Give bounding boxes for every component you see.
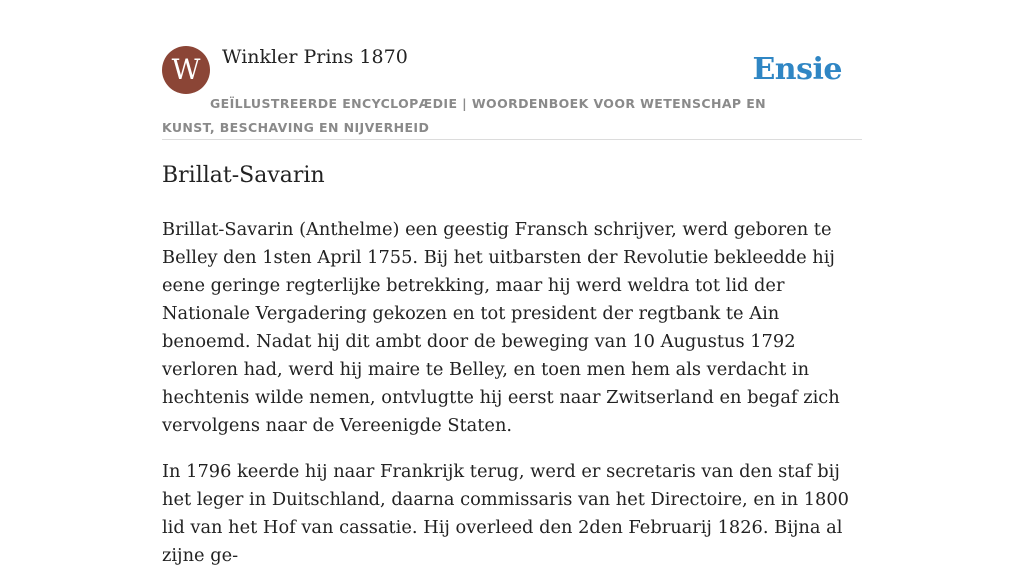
article-body bbox=[162, 216, 864, 588]
source-subtitle: GEÏLLUSTREERDE ENCYCLOPÆDIE | WOORDENBOEK VOOR WETENSCHAP EN KUNST, BESCHAVING EN NIJVERHEID bbox=[162, 96, 767, 135]
divider bbox=[162, 139, 862, 140]
paragraph: Brillat-Savarin (Anthelme) een geestig Fransch schrijver, werd geboren te Belley den 1sten April 1755. Bij het uitbarsten der Revolutie bekleedde hij eene geringe regterlijke betrekking, maar hij werd weldra tot lid der Nationale Vergadering gekozen en tot president der regtbank te Ain benoemd. Nadat hij dit ambt door de beweging van 10 Augustus 1792 verloren had, werd hij maire te Belley, en toen men hem als verdacht in hechtenis wilde nemen, ontvlugtte hij eerst naar Zwitserland en begaf zich vervolgens naar de Vereenigde Staten. bbox=[162, 219, 840, 436]
avatar[interactable]: W bbox=[162, 46, 210, 94]
article-title: Brillat-Savarin bbox=[162, 163, 325, 188]
source-title[interactable]: Winkler Prins 1870 bbox=[222, 46, 408, 68]
paragraph: In 1796 keerde hij naar Frankrijk terug, werd er secretaris van den staf bij het leger in Duitschland, daarna commissaris van het Directoire, en in 1800 lid van het Hof van cassatie. Hij overleed den 2den Februarij 1826. Bijna al zijne ge- bbox=[162, 461, 849, 566]
brand-logo[interactable]: Ensie bbox=[752, 52, 842, 87]
